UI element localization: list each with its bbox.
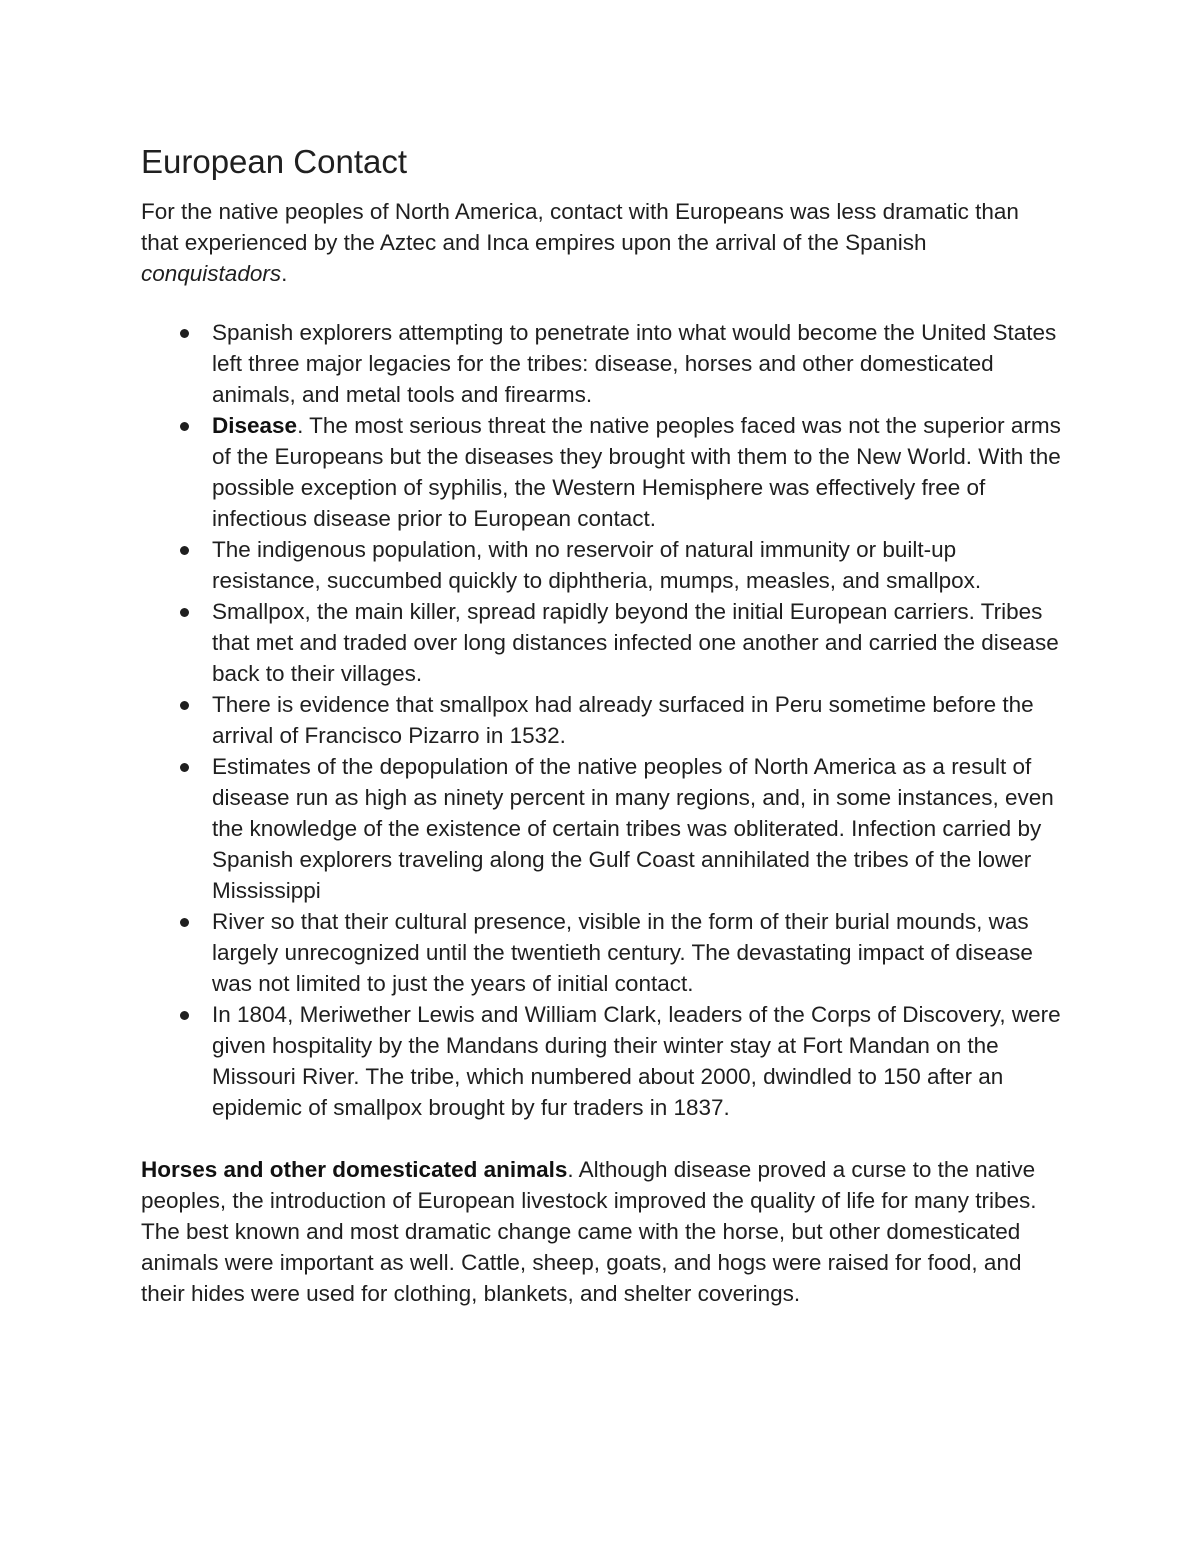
intro-text: For the native peoples of North America, contact with Europeans was less dramatic than that experienced by the Aztec and Inca empires upon the arrival of the Spanish <box>141 199 1019 255</box>
list-item-text: River so that their cultural presence, visible in the form of their burial mounds, was largely unrecognized until the twentieth century. The devastating impact of disease was not limited to just the years of initial contact. <box>212 909 1033 996</box>
list-item <box>141 906 1061 999</box>
bullet-icon <box>180 763 189 772</box>
bullet-icon <box>180 918 189 927</box>
bullet-list <box>141 317 1061 1123</box>
list-item-text: The indigenous population, with no reservoir of natural immunity or built-up resistance, succumbed quickly to diphtheria, mumps, measles, and smallpox. <box>212 537 982 593</box>
list-item-text: . The most serious threat the native peoples faced was not the superior arms of the Europeans but the diseases they brought with them to the New World. With the possible exception of syphilis, the Western Hemisphere was effectively free of infectious disease prior to European contact. <box>212 413 1061 531</box>
list-item <box>141 410 1061 534</box>
list-item-text: There is evidence that smallpox had already surfaced in Peru sometime before the arrival of Francisco Pizarro in 1532. <box>212 692 1034 748</box>
list-item-text: Estimates of the depopulation of the native peoples of North America as a result of disease run as high as ninety percent in many regions, and, in some instances, even the knowledge of the existence of certain tribes was obliterated. Infection carried by Spanish explorers traveling along the Gulf Coast annihilated the tribes of the lower Mississippi <box>212 754 1054 903</box>
intro-italic-term: conquistadors <box>141 261 282 286</box>
closing-text: . Although disease proved a curse to the native peoples, the introduction of European livestock improved the quality of life for many tribes. The best known and most dramatic change came with the horse, but other domesticated animals were important as well. Cattle, sheep, goats, and hogs were raised for food, and their hides were used for clothing, blankets, and shelter coverings. <box>141 1157 1037 1306</box>
list-item-bold: Disease <box>212 413 298 438</box>
bullet-icon <box>180 1011 189 1020</box>
intro-paragraph <box>141 196 1061 289</box>
list-item-text: Smallpox, the main killer, spread rapidly beyond the initial European carriers. Tribes that met and traded over long distances infected one another and carried the disease back to their villages. <box>212 599 1059 686</box>
list-item <box>141 317 1061 410</box>
list-item <box>141 534 1061 596</box>
list-item-text: In 1804, Meriwether Lewis and William Clark, leaders of the Corps of Discovery, were given hospitality by the Mandans during their winter stay at Fort Mandan on the Missouri River. The tribe, which numbered about 2000, dwindled to 150 after an epidemic of smallpox brought by fur traders in 1837. <box>212 1002 1061 1120</box>
document-page <box>141 140 1061 1309</box>
bullet-icon <box>180 608 189 617</box>
list-item <box>141 751 1061 906</box>
bullet-icon <box>180 422 189 431</box>
list-item <box>141 596 1061 689</box>
page-title: European Contact <box>141 143 408 180</box>
list-item <box>141 999 1061 1123</box>
closing-bold-heading: Horses and other domesticated animals <box>141 1157 568 1182</box>
list-item <box>141 689 1061 751</box>
intro-end: . <box>281 261 288 286</box>
bullet-icon <box>180 546 189 555</box>
bullet-icon <box>180 329 189 338</box>
closing-paragraph <box>141 1154 1061 1309</box>
bullet-icon <box>180 701 189 710</box>
list-item-text: Spanish explorers attempting to penetrate into what would become the United States left three major legacies for the tribes: disease, horses and other domesticated animals, and metal tools and firearms. <box>212 320 1057 407</box>
